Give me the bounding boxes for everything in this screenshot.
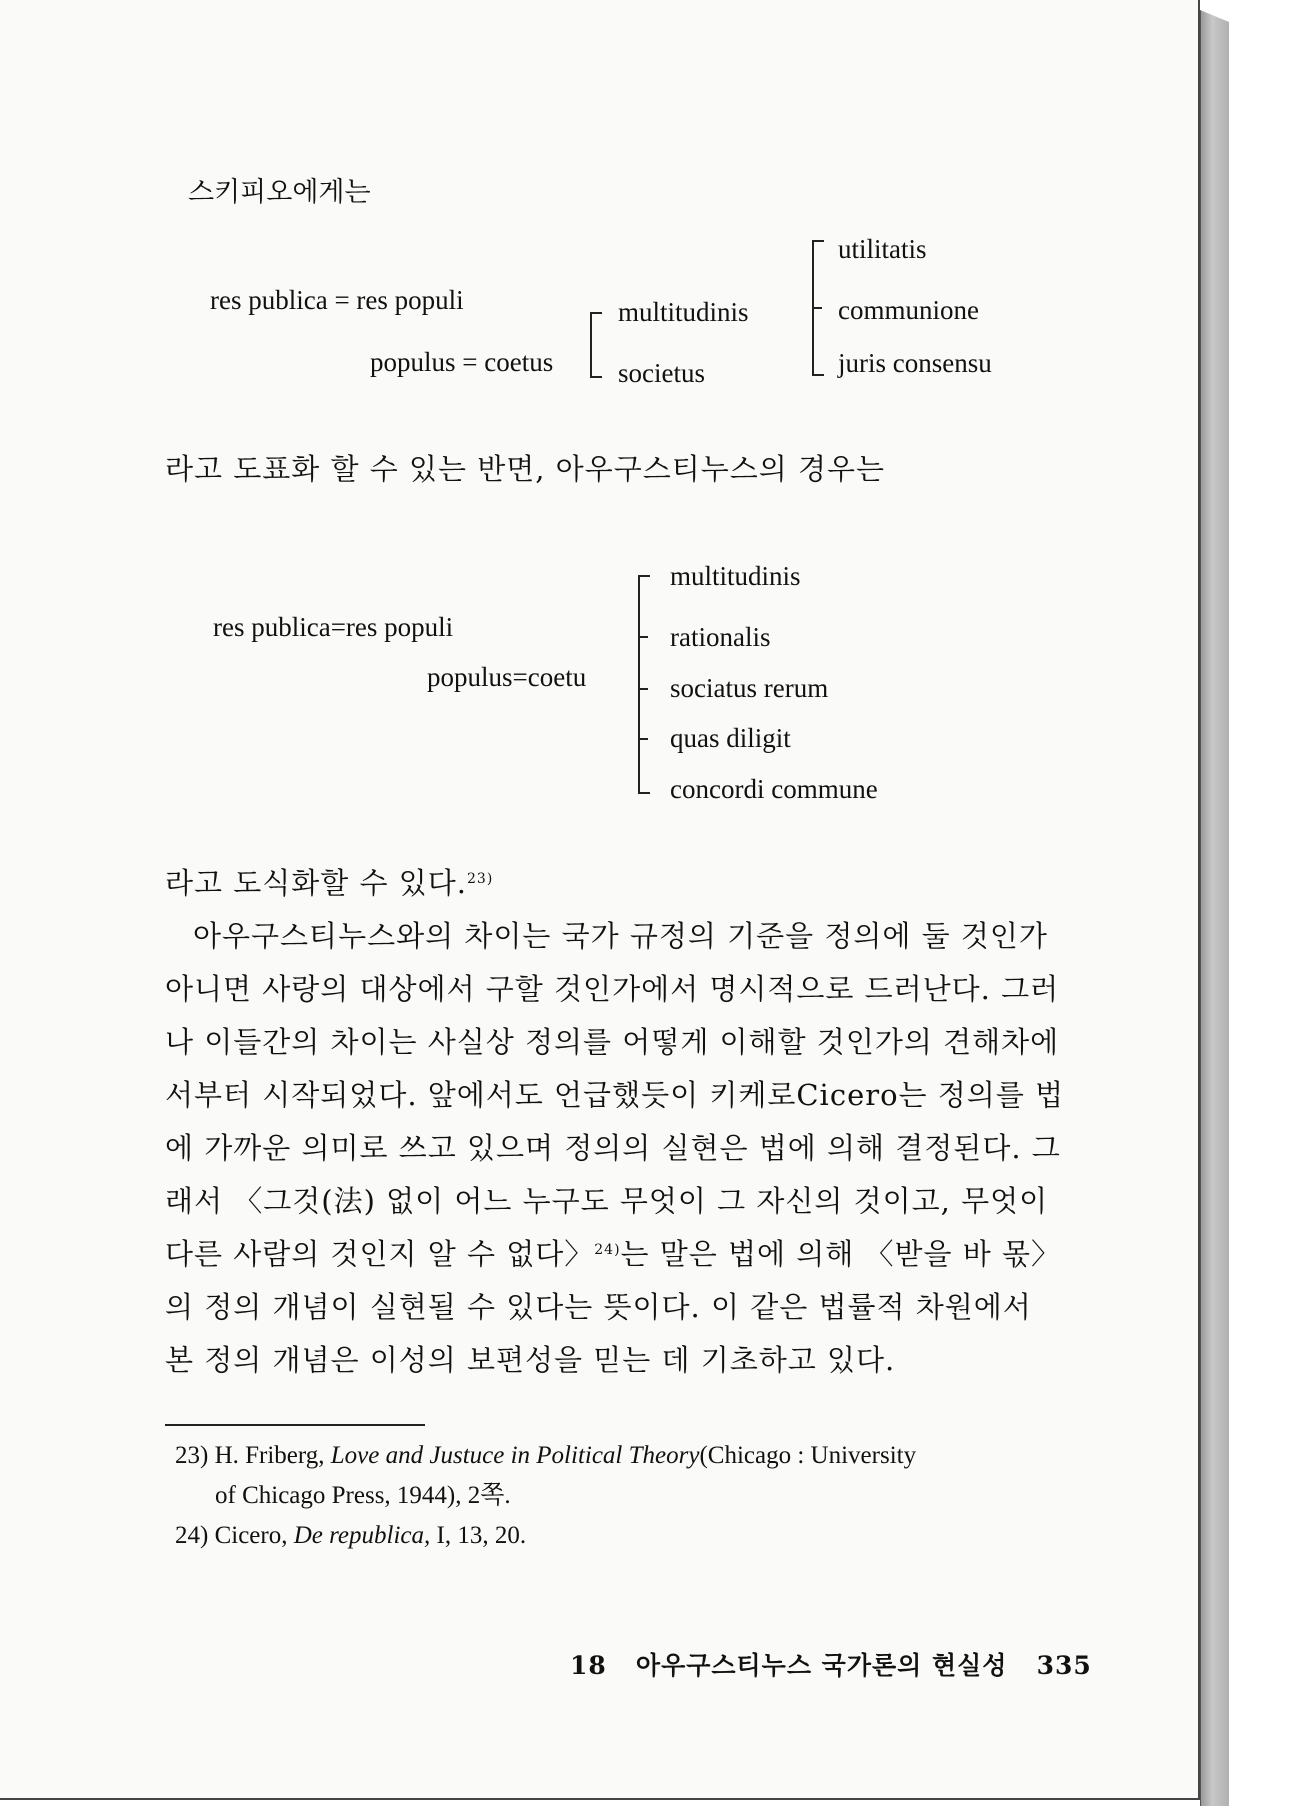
diagram2-equation-populus: populus=coetu [427, 662, 587, 692]
diagram2-tick [638, 636, 648, 638]
page-stack-edge [1200, 10, 1229, 1806]
diagram2-tick [638, 738, 648, 740]
diagram1-equation-res-publica: res publica = res populi [210, 285, 464, 315]
footnote-divider [165, 1424, 425, 1426]
diagram2-item: concordi commune [670, 774, 878, 804]
sentence-diagram-transition: 라고 도표화 할 수 있는 반면, 아우구스티누스의 경우는 [165, 452, 886, 486]
diagram2-item: sociatus rerum [670, 673, 829, 703]
diagram2-bracket [638, 575, 650, 794]
chapter-title: 아우구스티누스 국가론의 현실성 [635, 1651, 1008, 1680]
diagram1-equation-populus: populus = coetus [370, 347, 554, 377]
diagram1-right-item: utilitatis [838, 234, 927, 264]
diagram1-mid-item: multitudinis [618, 297, 749, 327]
footnote-24: 24) Cicero, De republica, I, 13, 20. [175, 1522, 527, 1549]
diagram2-item: rationalis [670, 622, 771, 652]
diagram1-mid-item: societus [618, 358, 705, 388]
body-text [165, 857, 1065, 1387]
diagram2-item: quas diligit [670, 723, 791, 753]
footnote-23-continued: of Chicago Press, 1944), 2쪽. [215, 1482, 511, 1509]
footnote-23: 23) H. Friberg, Love and Justuce in Political Theory(Chicago : University [175, 1442, 917, 1469]
body-paragraph: 아우구스티누스와의 차이는 국가 규정의 기준을 정의에 둘 것인가 아니면 사랑의 대상에서 구할 것인가에서 명시적으로 드러난다. 그러나 이들간의 차이는 사실상 정의를 어떻게 이해할 것인가의 견해차에서부터 시작되었다. 앞에서도 언급했듯이 키케로Cicero는 정의를 법에 가까운 의미로 쓰고 있으며 정의의 실현은 법에 의해 결정된다. 그래서 〈그것(法) 없이 어느 누구도 무엇이 그 자신의 것이고, 무엇이 다른 사람의 것인지 알 수 없다〉$^{24)}$는 말은 법에 의해 〈받을 바 몫〉의 정의 개념이 실현될 수 있다는 뜻이다. 이 같은 법률적 차원에서 본 정의 개념은 이성의 보편성을 믿는 데 기초하고 있다. [165, 919, 1065, 1377]
footnote-ref-23: 23) [467, 871, 494, 887]
diagram2-item: multitudinis [670, 561, 801, 591]
chapter-number: 18 [570, 1651, 607, 1680]
diagram1-right-item: communione [838, 295, 979, 325]
diagram1-intro: 스키피오에게는 [188, 177, 371, 208]
footnotes [175, 1436, 1075, 1556]
diagram1-mid-bracket [590, 312, 602, 378]
footnote-ref-24: 24) [594, 1242, 621, 1258]
sentence-formalization: 라고 도식화할 수 있다.$^{23)}$ [165, 866, 494, 900]
running-footer [570, 1646, 1092, 1682]
diagram2-equation-res-publica: res publica=res populi [213, 612, 454, 642]
diagram1-right-tick [812, 307, 822, 309]
diagram2-tick [638, 688, 648, 690]
page-number: 335 [1036, 1651, 1092, 1680]
diagram1-right-item: juris consensu [838, 348, 992, 378]
